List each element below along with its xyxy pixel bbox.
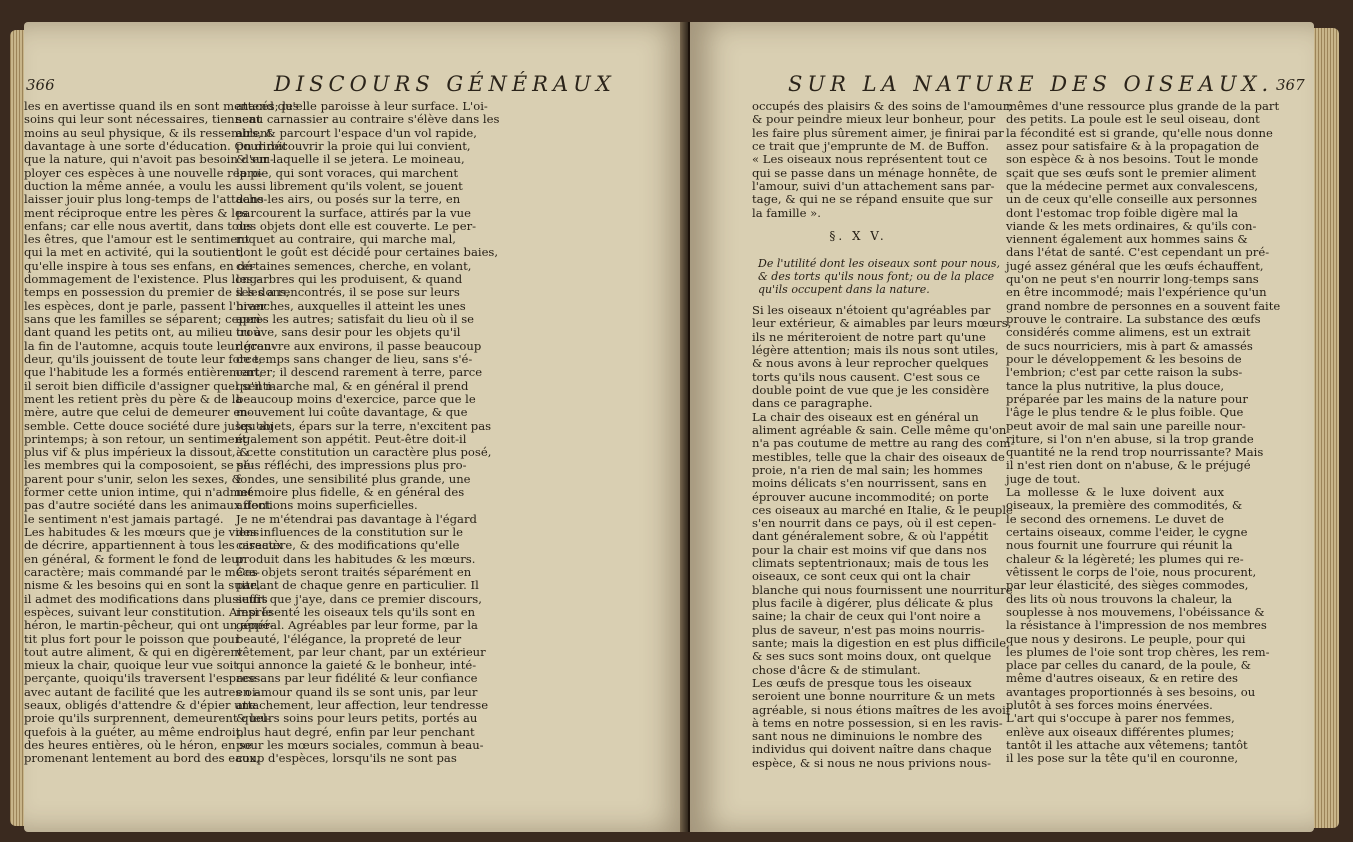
text-line: attachement, leur affection, leur tendresse: [236, 698, 489, 713]
text-line: viande & les mets ordinaires, & qu'ils con-: [1006, 218, 1257, 233]
text-line: la fin de l'automne, acquis toute leur gran-: [24, 338, 276, 353]
text-line: il admet des modifications dans plusieurs: [24, 591, 268, 606]
text-line: son espèce & à nos besoins. Tout le monde: [1006, 152, 1259, 167]
text-line: plus vif & plus impérieux la dissout, &: [24, 445, 250, 460]
text-line: dont l'estomac trop foible digère mal la: [1006, 205, 1239, 220]
text-line: que l'habitude les a formés entièrement,: [24, 365, 263, 380]
text-line: aussi librement qu'ils volent, se jouent: [236, 178, 463, 193]
text-line: mieux la chair, quoique leur vue soit: [24, 658, 238, 673]
text-line: enlève aux oiseaux différentes plumes;: [1006, 724, 1235, 739]
text-line: n'a pas coutume de mettre au rang des com-: [752, 436, 1015, 451]
text-line: & ses sucs sont moins doux, ont quelque: [752, 649, 992, 664]
text-line: saine; la chair de ceux qui l'ont noire a: [752, 609, 981, 624]
text-line: printemps; à son retour, un sentiment: [24, 431, 247, 446]
text-line: Si les oiseaux n'étoient qu'agréables par: [752, 303, 991, 318]
text-line: certains oiseaux, comme l'eider, le cygne: [1006, 525, 1248, 539]
text-line: héron, le martin-pêcheur, qui ont un appé-: [24, 618, 274, 633]
text-line: oiseaux, la première des commodités, &: [1006, 498, 1243, 513]
page-number-left: 366: [26, 76, 55, 94]
text-line: dant quand les petits ont, au milieu ou à: [24, 325, 262, 340]
text-line: pour les mœurs sociales, commun à beau-: [236, 738, 484, 752]
text-line: viennent également aux hommes sains &: [1006, 232, 1248, 247]
text-line: beaucoup moins d'exercice, parce que le: [236, 391, 476, 406]
text-line: général. Agréables par leur forme, par la: [236, 618, 478, 633]
text-line: double point de vue que je les considère: [752, 383, 990, 397]
text-line: aliment agréable & sain. Celle même qu'on: [752, 422, 1007, 437]
text-line: en général, & forment le fond de leur: [24, 551, 245, 566]
text-line: ment réciproque entre les pères & les: [24, 205, 248, 220]
text-line: préparée par les mains de la nature pour: [1006, 391, 1248, 406]
text-line: fondes, une sensibilité plus grande, une: [236, 471, 471, 486]
text-line: de sucs nourriciers, mis à part & amassés: [1006, 338, 1253, 353]
text-line: oiseaux, ce sont ceux qui ont la chair: [752, 569, 971, 584]
text-line: dans l'état de santé. C'est cependant un pré-: [1006, 245, 1270, 260]
text-line: mère, autre que celui de demeurer en-: [24, 405, 252, 420]
text-line: De l'utilité dont les oiseaux sont pour nous,: [758, 257, 1001, 271]
text-line: mouvement lui coûte davantage, & que: [236, 405, 468, 420]
text-line: seaux, obligés d'attendre & d'épier une: [24, 698, 256, 713]
text-line: légère attention; mais ils nous sont utiles,: [752, 343, 999, 358]
text-line: tance la plus nutritive, la plus douce,: [1006, 378, 1225, 393]
text-line: L'art qui s'occupe à parer nos femmes,: [1006, 711, 1235, 726]
text-line: carter; il descend rarement à terre, parce: [236, 365, 483, 380]
text-line: la pie, qui sont voraces, qui marchent: [236, 165, 459, 180]
running-head-left: DISCOURS GÉNÉRAUX: [274, 72, 616, 96]
text-line: pour la chair est moins vif que dans nos: [752, 542, 987, 557]
text-line: agréable, si nous étions maîtres de les avoir: [752, 702, 1012, 717]
text-line: les membres qui la composoient, se sé-: [24, 458, 255, 473]
text-line: & leurs soins pour leurs petits, portés au: [236, 711, 478, 726]
text-line: seau carnassier au contraire s'élève dans les: [236, 112, 500, 127]
text-line: sçait que ses œufs sont le premier aliment: [1006, 165, 1257, 180]
text-line: La mollesse & le luxe doivent aux: [1006, 485, 1224, 500]
text-line: jugé assez général que les œufs échauffent,: [1006, 258, 1264, 273]
text-line: deur, qu'ils jouissent de toute leur force,: [24, 351, 263, 366]
text-line: espèces, suivant leur constitution. Ainsi le: [24, 604, 273, 619]
text-line: qu'elle inspire à tous ses enfans, en dé-: [24, 258, 256, 273]
text-line: promenant lentement au bord des eaux,: [24, 751, 260, 766]
text-line: proie qu'ils surprennent, demeurent quel-: [24, 711, 271, 726]
text-line: à cette constitution un caractère plus posé,: [236, 445, 492, 460]
text-line: ressans par leur fidélité & leur confiance: [236, 671, 478, 686]
text-line: des objets dont elle est couverte. Le per-: [236, 218, 477, 233]
text-line: Les œufs de presque tous les oiseaux: [752, 675, 972, 690]
text-line: qu'on ne peut s'en nourrir long-temps sans: [1006, 272, 1259, 287]
text-line: airs, & parcourt l'espace d'un vol rapide,: [236, 125, 477, 140]
text-line: semble. Cette douce société dure jusqu'au: [24, 418, 274, 433]
text-line: sans que les familles se séparent; cepen-: [24, 312, 265, 326]
text-line: tit plus fort pour le poisson que pour: [24, 631, 241, 646]
text-line: les en avertisse quand ils en sont menacés; les: [24, 99, 299, 113]
text-line: tantôt il les attache aux vêtemens; tantôt: [1006, 738, 1248, 752]
text-line: un de ceux qu'elle conseille aux personnes: [1006, 192, 1258, 207]
text-line: éprouver aucune incommodité; on porte: [752, 489, 989, 504]
text-line: considérés comme alimens, est un extrait: [1006, 325, 1251, 340]
text-line: suffit que j'aye, dans ce premier discours,: [236, 591, 482, 606]
text-line: & pour peindre mieux leur bonheur, pour: [752, 112, 996, 127]
text-line: souplesse à nos mouvemens, l'obéissance &: [1006, 604, 1265, 619]
text-line: attend qu'elle paroisse à leur surface. L'oi-: [236, 99, 488, 113]
text-line: pour découvrir la proie qui lui convient,: [236, 138, 471, 153]
text-line: chaleur & la légèreté; les plumes qui re-: [1006, 551, 1244, 566]
text-line: ce trait que j'emprunte de M. de Buffon.: [752, 138, 989, 153]
text-line: en être incommodé; mais l'expérience qu'un: [1006, 285, 1267, 300]
text-line: « Les oiseaux nous représentent tout ce: [752, 152, 988, 167]
text-line: que la nature, qui n'avoit pas besoin d'em-: [24, 152, 274, 167]
text-line: mémoire plus fidelle, & en général des: [236, 485, 465, 500]
text-line: place par celles du canard, de la poule, &: [1006, 658, 1252, 673]
text-line: nous fournit une fourrure qui réunit la: [1006, 538, 1233, 553]
text-line: pas d'autre société dans les animaux dont: [24, 498, 271, 513]
text-line: sant nous ne diminuions le nombre des: [752, 729, 983, 744]
text-line: dans ce paragraphe.: [752, 396, 873, 411]
text-line: parlant de chaque genre en particulier. Il: [236, 578, 479, 593]
text-line: vêtement, par leur chant, par un extérieur: [236, 644, 486, 659]
text-line: même d'autres oiseaux, & en retire des: [1006, 671, 1238, 686]
text-line: & des torts qu'ils nous font; ou de la place: [758, 270, 995, 284]
text-line: blanche qui nous fournissent une nourriture: [752, 582, 1013, 597]
text-line: Les habitudes & les mœurs que je viens: [24, 525, 260, 539]
text-line: plus haut degré, enfin par leur penchant: [236, 724, 475, 739]
text-line: mestibles, telle que la chair des oiseaux de: [752, 449, 1005, 464]
text-line: les êtres, que l'amour est le sentiment: [24, 232, 250, 247]
text-line: il les a rencontrés, il se pose sur leurs: [236, 285, 460, 300]
text-line: que nous y desirons. Le peuple, pour qui: [1006, 631, 1246, 646]
text-line: les faire plus sûrement aimer, je finirai par: [752, 125, 1004, 140]
text-line: il n'est rien dont on n'abuse, & le préjugé: [1006, 458, 1251, 473]
text-line: sante; mais la digestion en est plus difficile,: [752, 635, 1010, 650]
right-page-edges: [1313, 28, 1339, 828]
text-line: que la médecine permet aux convalescens,: [1006, 178, 1259, 193]
right-column-1-top: [752, 99, 1013, 220]
text-line: des heures entières, où le héron, en se: [24, 738, 252, 752]
text-line: qui annonce la gaieté & le bonheur, inté-: [236, 658, 477, 673]
text-line: branches, auxquelles il atteint les unes: [236, 298, 466, 313]
running-head-right: SUR LA NATURE DES OISEAUX.: [788, 72, 1274, 96]
right-column-1: [752, 99, 1015, 770]
text-line: il seroit bien difficile d'assigner quel senti-: [24, 378, 275, 393]
text-line: roquet au contraire, qui marche mal,: [236, 232, 456, 247]
text-line: tout autre aliment, & qui en digèrent: [24, 644, 243, 659]
right-page: [690, 22, 1314, 832]
text-line: quantité ne la rend trop nourrissante? Mais: [1006, 445, 1264, 460]
text-line: duction la même année, a voulu les: [24, 178, 232, 193]
text-line: qu'il marche mal, & en général il prend: [236, 378, 469, 393]
text-line: & nous avons à leur reprocher quelques: [752, 356, 989, 371]
text-line: prouve le contraire. La substance des œufs: [1006, 312, 1261, 326]
text-line: riture, si l'on n'en abuse, si la trop grande: [1006, 431, 1254, 446]
text-line: dont le goût est décidé pour certaines baies,: [236, 245, 499, 260]
text-line: grand nombre de personnes en a souvent faite: [1006, 298, 1281, 313]
text-line: juge de tout.: [1006, 471, 1081, 486]
text-line: plus de saveur, n'est pas moins nourris-: [752, 622, 985, 637]
text-line: les plumes de l'oie sont trop chères, les rem-: [1006, 644, 1270, 659]
left-column-2: [236, 99, 500, 766]
text-line: ployer ces espèces à une nouvelle repro-: [24, 165, 264, 180]
text-line: seroient une bonne nourriture & un mets: [752, 689, 996, 704]
text-line: découvre aux environs, il passe beaucoup: [236, 338, 482, 353]
text-line: quefois à la guéter, au même endroit,: [24, 724, 244, 739]
text-line: Ces objets seront traités séparément en: [236, 564, 472, 579]
text-line: il les pose sur la tête qu'il en couronne,: [1006, 751, 1239, 766]
text-line: individus qui doivent naître dans chaque: [752, 742, 992, 757]
text-line: pour le développement & les besoins de: [1006, 351, 1242, 366]
text-line: de décrire, appartiennent à tous les oiseaux: [24, 538, 283, 553]
text-line: tage, & qui ne se répand ensuite que sur: [752, 192, 993, 207]
text-line: plus réfléchi, des impressions plus pro-: [236, 458, 467, 473]
text-line: la fécondité est si grande, qu'elle nous donne: [1006, 125, 1273, 140]
text-line: avec autant de facilité que les autres oi-: [24, 684, 260, 699]
text-line: l'amour, suivi d'un attachement sans par-: [752, 178, 995, 193]
text-line: des petits. La poule est le seul oiseau, dont: [1006, 112, 1260, 127]
text-line: les arbres qui les produisent, & quand: [236, 272, 463, 287]
text-line: affections moins superficielles.: [236, 498, 418, 513]
text-line: le second des ornemens. Le duvet de: [1006, 511, 1224, 526]
text-line: produit dans les habitudes & les mœurs.: [236, 551, 476, 566]
text-line: parcourent la surface, attirés par la vue: [236, 205, 471, 220]
text-line: l'embrion; c'est par cette raison la subs-: [1006, 365, 1243, 380]
page-number-right: 367: [1276, 76, 1305, 94]
text-line: s'en nourrit dans ce pays, où il est cepen-: [752, 516, 997, 531]
text-line: perçante, quoiqu'ils traversent l'espace: [24, 671, 257, 686]
text-line: ces oiseaux au marché en Italie, & le peuple: [752, 502, 1013, 517]
text-line: assez pour satisfaire & à la propagation de: [1006, 138, 1260, 153]
text-line: les espèces, dont je parle, passent l'hiver: [24, 298, 267, 313]
text-line: également son appétit. Peut-être doit-il: [236, 431, 467, 446]
text-line: torts qu'ils nous causent. C'est sous ce: [752, 369, 980, 384]
text-line: caractère; mais commandé par le méca-: [24, 564, 260, 579]
text-line: l'âge le plus tendre & le plus foible. Que: [1006, 405, 1244, 420]
text-line: trouve, sans desir pour les objets qu'il: [236, 325, 461, 340]
text-line: moins délicats s'en nourrissent, sans en: [752, 476, 987, 491]
text-line: dans les airs, ou posés sur la terre, en: [236, 192, 461, 207]
text-line: chose d'âcre & de stimulant.: [752, 662, 921, 677]
text-line: représenté les oiseaux tels qu'ils sont en: [236, 604, 476, 619]
text-line: ment les retient près du père & de la: [24, 391, 243, 406]
text-line: temps en possession du premier de ses dons,: [24, 285, 290, 300]
text-line: leur extérieur, & aimables par leurs mœurs,: [752, 316, 1012, 331]
text-line: enfans; car elle nous avertit, dans tous: [24, 218, 253, 233]
text-line: Je ne m'étendrai pas davantage à l'égard: [236, 511, 477, 526]
text-line: La chair des oiseaux est en général un: [752, 409, 979, 424]
text-line: dant généralement sobre, & où l'appétit: [752, 529, 989, 544]
text-line: des lits où nous trouvons la chaleur, la: [1006, 591, 1233, 606]
text-line: vêtissent le corps de l'oie, nous procurent,: [1006, 564, 1257, 579]
text-line: la résistance à l'impression de nos membres: [1006, 618, 1267, 633]
section-mark: §. X V.: [829, 228, 887, 243]
text-line: en amour quand ils se sont unis, par leur: [236, 684, 478, 699]
right-column-1-body: [752, 303, 1015, 770]
left-page: [24, 22, 688, 832]
text-line: peut avoir de mal sain une pareille nour-: [1006, 418, 1246, 433]
text-line: ils ne mériteroient de notre part qu'une: [752, 329, 986, 344]
text-line: le sentiment n'est jamais partagé.: [24, 511, 224, 526]
text-line: plutôt à ses forces moins énervées.: [1006, 698, 1213, 713]
text-line: à tems en notre possession, si en les ravis-: [752, 715, 1003, 730]
text-line: mêmes d'une ressource plus grande de la part: [1006, 99, 1280, 113]
text-line: beauté, l'élégance, la propreté de leur: [236, 631, 462, 646]
text-line: occupés des plaisirs & des soins de l'amour;: [752, 99, 1013, 113]
right-column-2: [1006, 99, 1281, 766]
text-line: plus facile à digérer, plus délicate & plus: [752, 596, 994, 610]
text-line: certaines semences, cherche, en volant,: [236, 258, 472, 273]
text-line: soins qui leur sont nécessaires, tiennent: [24, 112, 262, 127]
text-line: par leur élasticité, des sièges commodes,: [1006, 578, 1249, 593]
text-line: des influences de la constitution sur le: [236, 525, 463, 539]
text-line: parent pour s'unir, selon les sexes, &: [24, 471, 242, 486]
text-line: dommagement de l'existence. Plus long-: [24, 272, 261, 287]
text-line: climats septentrionaux; mais de tous les: [752, 556, 989, 571]
text-line: & sur laquelle il se jetera. Le moineau,: [236, 152, 465, 167]
text-line: avantages proportionnés à ses besoins, ou: [1006, 684, 1256, 699]
text-line: de temps sans changer de lieu, sans s'é-: [236, 351, 473, 366]
section-subtitle: [758, 257, 1001, 297]
text-line: nisme & les besoins qui en sont la suite,: [24, 578, 261, 593]
text-line: qu'ils occupent dans la nature.: [758, 283, 930, 297]
text-line: davantage à une sorte d'éducation. On diroit: [24, 138, 288, 153]
text-line: la famille ».: [752, 205, 821, 220]
text-line: qui la met en activité, qui la soutient,: [24, 245, 244, 260]
text-line: proie, n'a rien de mal sain; les hommes: [752, 462, 983, 477]
text-line: laisser jouir plus long-temps de l'attache-: [24, 192, 268, 207]
text-line: espèce, & si nous ne nous privions nous-: [752, 755, 992, 770]
text-line: qui se passe dans un ménage honnête, de: [752, 165, 998, 180]
left-column-1: [24, 99, 299, 766]
text-line: caractère, & des modifications qu'elle: [236, 538, 460, 553]
text-line: former cette union intime, qui n'admet: [24, 485, 253, 500]
text-line: coup d'espèces, lorsqu'ils ne sont pas: [236, 751, 457, 766]
text-line: les objets, épars sur la terre, n'excitent pas: [236, 418, 492, 433]
text-line: moins au seul physique, & ils ressemblent: [24, 125, 273, 140]
text-line: après les autres; satisfait du lieu où il se: [236, 312, 475, 326]
